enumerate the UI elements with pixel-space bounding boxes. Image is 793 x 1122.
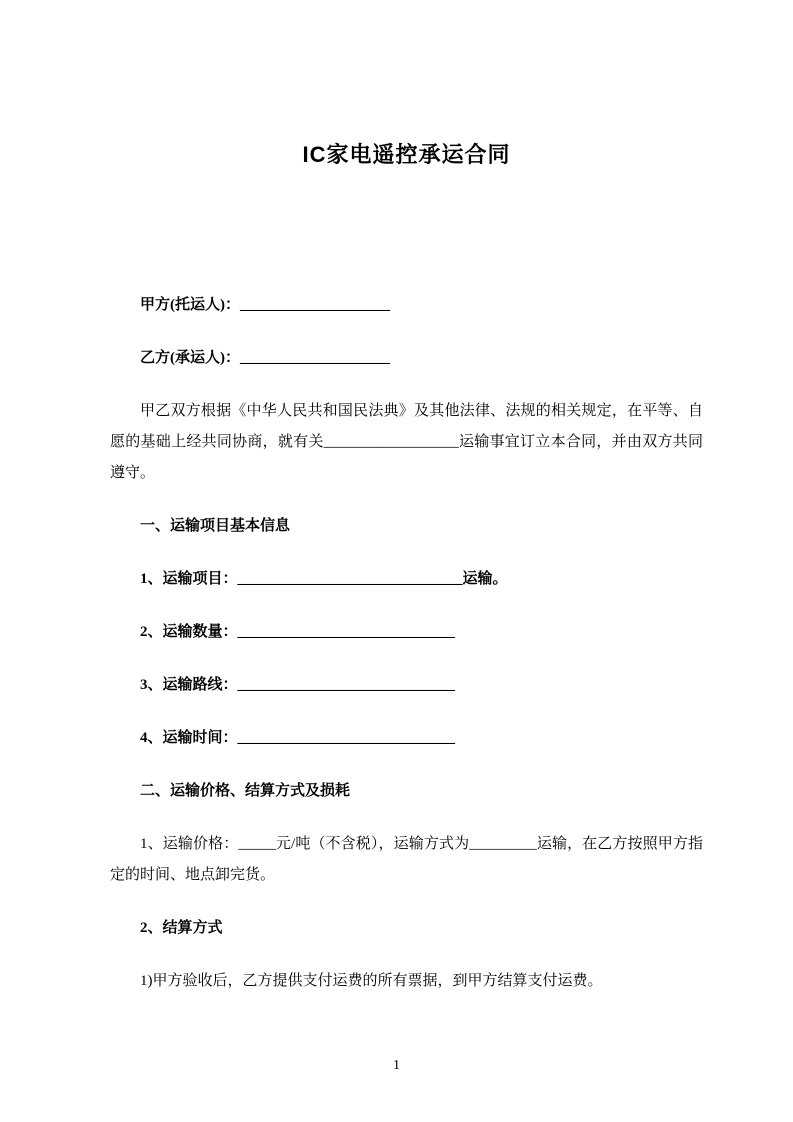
settlement-heading: 2、结算方式 (140, 920, 223, 936)
section1-heading: 一、运输项目基本信息 (140, 518, 291, 534)
page-number: 1 (393, 1058, 400, 1073)
transport-quantity-line: 2、运输数量：_____________________________ (140, 624, 456, 640)
transport-item-line: 1、运输项目：______________________________运输。 (140, 571, 508, 587)
party-b-line: 乙方(承运人)：____________________ (140, 350, 390, 366)
intro-paragraph: 甲乙双方根据《中华人民共和国民法典》及其他法律、法规的相关规定，在平等、自愿的基础上经共同协商，就有关__________________运输事宜订立本合同，并由双方共同遵守。 (110, 403, 703, 481)
party-a-line: 甲方(托运人)：____________________ (140, 297, 390, 313)
settlement-item: 1)甲方验收后，乙方提供支付运费的所有票据，到甲方结算支付运费。 (140, 973, 603, 989)
section2-heading: 二、运输价格、结算方式及损耗 (140, 783, 351, 799)
document-title: IC家电遥控承运合同 (302, 142, 511, 167)
transport-route-line: 3、运输路线：_____________________________ (140, 677, 456, 693)
price-clause: 1、运输价格：_____元/吨（不含税），运输方式为_________运输，在乙方按照甲方指定的时间、地点卸完货。 (110, 836, 703, 883)
transport-time-line: 4、运输时间：_____________________________ (140, 730, 456, 746)
